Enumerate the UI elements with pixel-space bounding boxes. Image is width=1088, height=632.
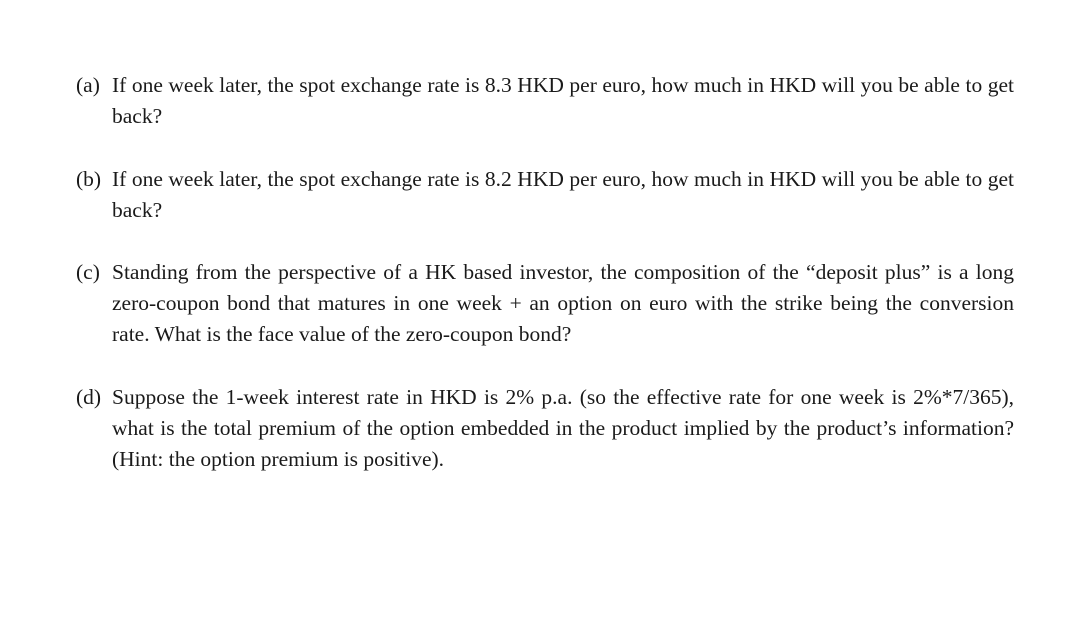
question-b-label: (b) (76, 167, 102, 191)
question-c (76, 257, 1014, 350)
question-d-text: Suppose the 1-week interest rate in HKD is 2% p.a. (so the effective rate for one week is 2%*7/365), what is the total premium of the option embedded in the product implied by the product’s information? (Hint: the option premium is positive). (112, 385, 1014, 471)
question-a (76, 70, 1014, 132)
question-c-text: Standing from the perspective of a HK based investor, the composition of the “deposit plus” is a long zero-coupon bond that matures in one week + an option on euro with the strike being the conversion rate. What is the face value of the zero-coupon bond? (112, 260, 1014, 346)
question-b-text: If one week later, the spot exchange rate is 8.2 HKD per euro, how much in HKD will you be able to get back? (112, 167, 1014, 222)
question-c-label: (c) (76, 260, 100, 284)
question-a-label: (a) (76, 73, 100, 97)
question-b (76, 164, 1014, 226)
question-a-text: If one week later, the spot exchange rate is 8.3 HKD per euro, how much in HKD will you be able to get back? (112, 73, 1014, 128)
question-d-label: (d) (76, 385, 102, 409)
question-d (76, 382, 1014, 475)
